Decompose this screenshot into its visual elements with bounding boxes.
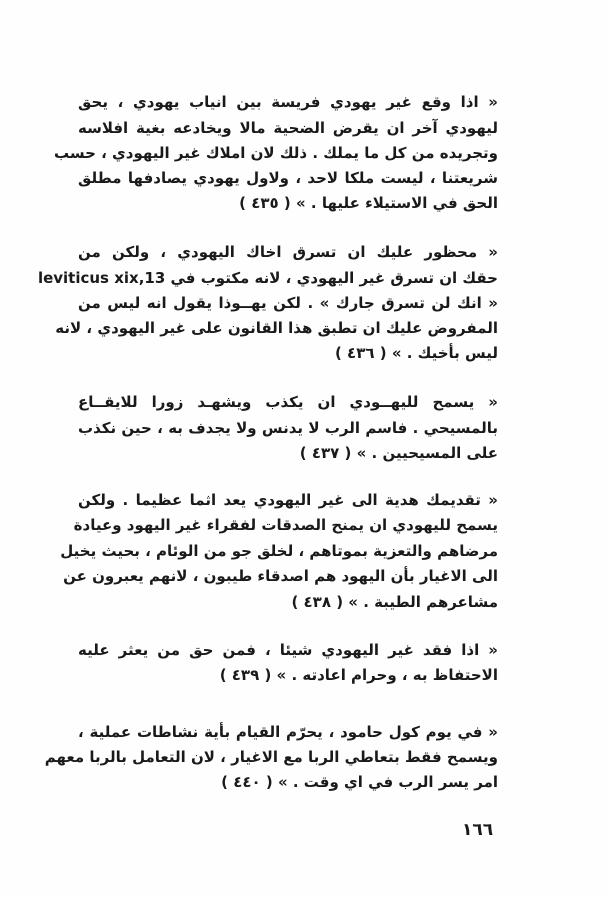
text-line: امر يسر الرب في اي وقت . » ( ٤٤٠ ) (221, 773, 498, 791)
text-line: « تقديمك هدية الى غير اليهودي يعد اثما عظيما . ولكن (78, 491, 498, 509)
text-line: وتجريده من كل ما يملك . ذلك لان املاك غير اليهودي ، حسب (53, 144, 498, 162)
text-line: « انك لن تسرق جارك » . لكن يهــوذا يقول انه ليس من (78, 294, 498, 312)
text-line: مرضاهم والتعزية بموتاهم ، لخلق جو من الوئام ، بحيث يخيل (60, 542, 498, 560)
text-line: المفروض عليك ان تطبق هذا القانون على غير اليهودي ، لانه (55, 319, 498, 337)
text-line: ويسمح فقط بتعاطي الربا مع الاغيار ، لان التعامل بالربا معهم (44, 748, 498, 766)
text-line: ليهودي آخر ان يقرض الضحية مالا ويخادعه بغية افلاسه (78, 119, 498, 137)
text-line: « محظور عليك ان تسرق اخاك اليهودي ، ولكن من (78, 243, 498, 261)
text-line: « اذا فقد غير اليهودي شيئا ، فمن حق من يعثر عليه (78, 641, 498, 659)
text-line: الاحتفاظ به ، وحرام اعادته . » ( ٤٣٩ ) (219, 666, 498, 684)
text-line: « اذا وقع غير يهودي فريسة بين انياب يهودي ، يحق (78, 93, 498, 111)
text-line: « يسمح لليهــودي ان يكذب ويشهـد زورا للايقــاع (78, 393, 498, 411)
text-line: على المسيحيين . » ( ٤٣٧ ) (299, 444, 498, 462)
text-line: حقك ان تسرق غير اليهودي ، لانه مكتوب في leviticus xix,13 (37, 269, 498, 287)
page-number: ١٦٦ (462, 820, 494, 840)
text-line: الى الاغيار بأن اليهود هم اصدقاء طيبون ، لانهم يعبرون عن (63, 567, 498, 585)
text-line: « في يوم كول حامود ، يحرّم القيام بأية نشاطات عملية ، (78, 723, 498, 741)
text-line: ليس بأخيك . » ( ٤٣٦ ) (334, 344, 498, 362)
text-line: بالمسيحي . فاسم الرب لا يدنس ولا يجدف به ، حين نكذب (78, 419, 498, 437)
text-line: الحق في الاستيلاء عليها . » ( ٤٣٥ ) (239, 194, 498, 212)
text-line: يسمح لليهودي ان يمنح الصدقات لفقراء غير اليهود وعيادة (73, 516, 498, 534)
text-line: مشاعرهم الطيبة . » ( ٤٣٨ ) (291, 593, 498, 611)
text-line: شريعتنا ، ليست ملكا لاحد ، ولاول يهودي يصادفها مطلق (78, 169, 498, 187)
